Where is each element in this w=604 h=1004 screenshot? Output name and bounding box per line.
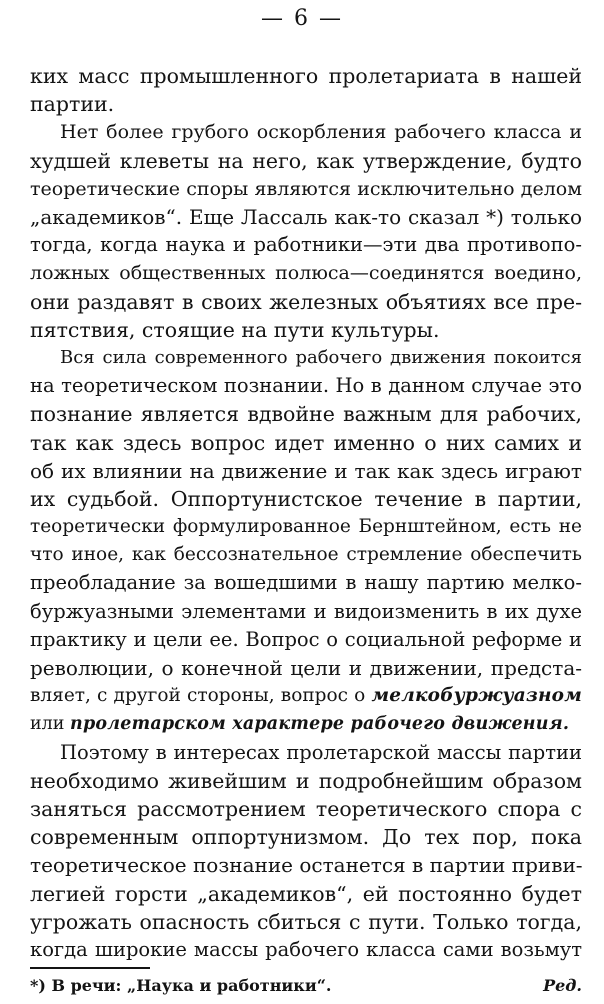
text-line: тогда, когда наука и работники—эти два противопо- (30, 233, 582, 257)
text-line: буржуазными элементами и видоизменить в их духе (30, 599, 582, 623)
text-line: теоретически формулированное Бернштейном, есть не (30, 516, 582, 538)
text-line: ложных общественных полюса—соединятся воедино, (30, 262, 582, 285)
text-line: Вся сила современного рабочего движения покоится (60, 346, 582, 368)
text-line: теоретическое познание останется в партии приви- (30, 853, 583, 878)
text-line: угрожать опасность сбиться с пути. Только тогда, (30, 909, 582, 934)
footnote (30, 974, 582, 998)
text-line: Нет более грубого оскорбления рабочего класса и (60, 121, 582, 144)
footnote-text: *) В речи: „Наука и работники“. (30, 976, 332, 995)
text-line: на теоретическом познании. Но в данном случае это (30, 374, 582, 398)
text-line: они раздавят в своих железных объятиях все пре- (30, 289, 582, 314)
footnote-signature: Ред. (543, 976, 582, 995)
text-line: когда широкие массы рабочего класса сами возьмут (30, 938, 582, 961)
text-line: худшей клеветы на него, как утверждение, будто (30, 148, 582, 173)
text-line: современным оппортунизмом. До тех пор, пока (30, 825, 582, 850)
text-line: партии. (30, 92, 115, 117)
text-line (30, 710, 582, 738)
text-line (30, 682, 582, 710)
text-line: Поэтому в интересах пролетарской массы партии (60, 740, 582, 764)
text-line: что иное, как бессознательное стремление обеспечить (30, 544, 582, 566)
text-line: ких масс промышленного пролетариата в нашей (30, 64, 582, 88)
text-fragment: или (30, 714, 65, 735)
text-line: их судьбой. Оппортунистское течение в партии, (30, 486, 582, 511)
text-line: легией горсти „академиков“, ей постоянно будет (30, 881, 582, 906)
text-line: преобладание за вошедшими в нашу партию мелко- (30, 571, 582, 595)
footnote-rule (30, 967, 150, 969)
emphasized-text: пролетарском характере рабочего движения. (70, 714, 570, 735)
page-number: — 6 — (261, 6, 343, 31)
text-line: пятствия, стоящие на пути культуры. (30, 317, 440, 342)
text-line: познание является вдвойне важным для рабочих, (30, 402, 582, 427)
text-line: необходимо живейшим и подробнейшим образом (30, 768, 582, 793)
text-line: практику и цели ее. Вопрос о социальной реформе и (30, 627, 582, 651)
text-line: так как здесь вопрос идет именно о них самих и (30, 430, 582, 455)
text-line: об их влиянии на движение и так как здесь играют (30, 458, 582, 483)
text-line: теоретические споры являются исключительно делом (30, 177, 582, 200)
text-line: революции, о конечной цели и движении, предста- (30, 656, 582, 681)
emphasized-text: мелкобуржуазном (371, 685, 582, 707)
text-line: „академиков“. Еще Лассаль как-то сказал *) только (30, 204, 582, 229)
text-line: заняться рассмотрением теоретического спора с (30, 797, 582, 822)
text-fragment: вляет, с другой стороны, вопрос о (30, 685, 366, 707)
